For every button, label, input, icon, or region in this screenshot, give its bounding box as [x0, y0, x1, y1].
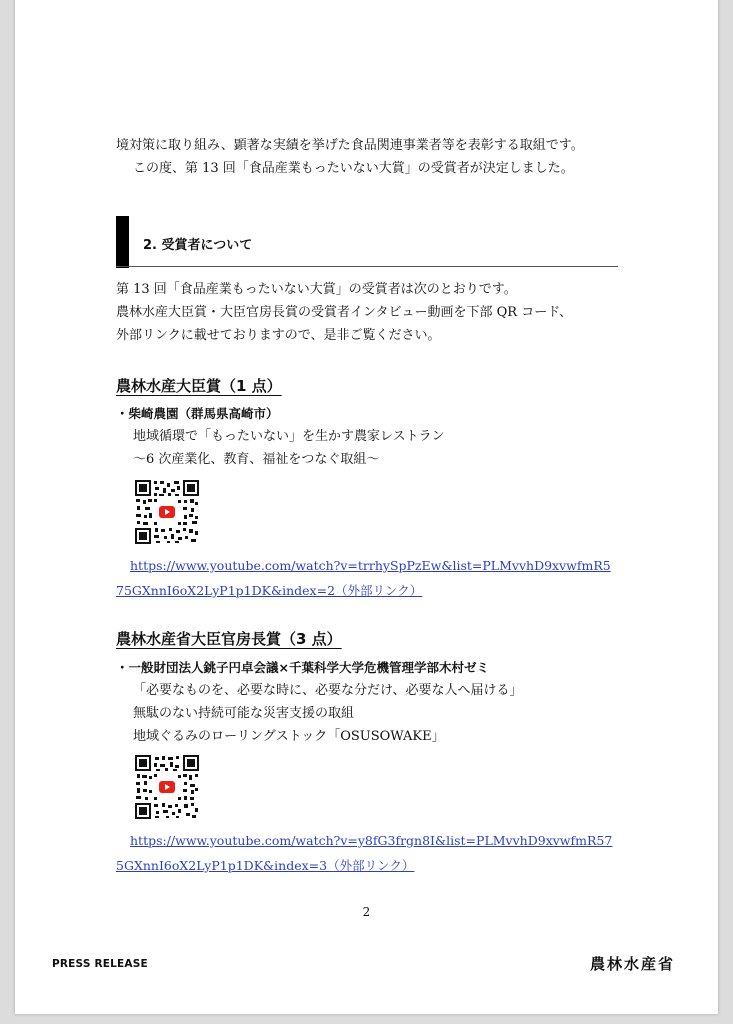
award-1-video-link-line-2[interactable]: 75GXnnI6oX2LyP1p1DK&index=2（外部リンク）	[116, 583, 423, 598]
ministry-logo: 農林水産省	[590, 955, 676, 973]
press-release-label: PRESS RELEASE	[52, 958, 148, 970]
award-1-description-1: 地域循環で「もったいない」を生かす農家レストラン	[133, 429, 445, 444]
award-2-description-3: 地域ぐるみのローリングストック「OSUSOWAKE」	[133, 729, 445, 744]
award-2-qr-code[interactable]	[134, 754, 200, 820]
section-body-line-3: 外部リンクに載せておりますので、是非ご覧ください。	[116, 328, 441, 343]
award-2-winner: ・一般財団法人銚子円卓会議×千葉科学大学危機管理学部木村ゼミ	[116, 660, 489, 675]
section-body-line-1: 第 13 回「食品産業もったいない大賞」の受賞者は次のとおりです。	[116, 282, 517, 297]
page-number: 2	[362, 905, 371, 919]
section-divider	[116, 266, 618, 267]
award-1-description-2: 〜6 次産業化、教育、福祉をつなぐ取組〜	[133, 452, 380, 467]
intro-line-2: この度、第 13 回「食品産業もったいない大賞」の受賞者が決定しました。	[133, 161, 574, 176]
award-1-video-link-line-1[interactable]: https://www.youtube.com/watch?v=trrhySpPzEw&list=PLMvvhD9xvwfmR5	[130, 558, 611, 573]
award-1-winner: ・柴崎農園（群馬県高崎市）	[116, 406, 279, 421]
section-body-line-2: 農林水産大臣賞・大臣官房長賞の受賞者インタビュー動画を下部 QR コード、	[116, 305, 573, 320]
award-2-description-2: 無駄のない持続可能な災害支援の取組	[133, 706, 355, 721]
award-2-title: 農林水産省大臣官房長賞（3 点）	[116, 630, 342, 648]
award-1-title: 農林水産大臣賞（1 点）	[116, 377, 282, 395]
intro-line-1: 境対策に取り組み、顕著な実績を挙げた食品関連事業者等を表彰する取組です。	[116, 138, 584, 153]
award-2-video-link-line-2[interactable]: 5GXnnI6oX2LyP1p1DK&index=3（外部リンク）	[116, 858, 415, 873]
award-2-video-link-line-1[interactable]: https://www.youtube.com/watch?v=y8fG3frgn8I&list=PLMvvhD9xvwfmR57	[130, 833, 613, 848]
award-2-description-1: 「必要なものを、必要な時に、必要な分だけ、必要な人へ届ける」	[133, 683, 523, 698]
section-heading: 2. 受賞者について	[143, 238, 253, 253]
award-1-qr-code[interactable]	[134, 479, 200, 545]
section-marker-bar	[116, 216, 129, 268]
